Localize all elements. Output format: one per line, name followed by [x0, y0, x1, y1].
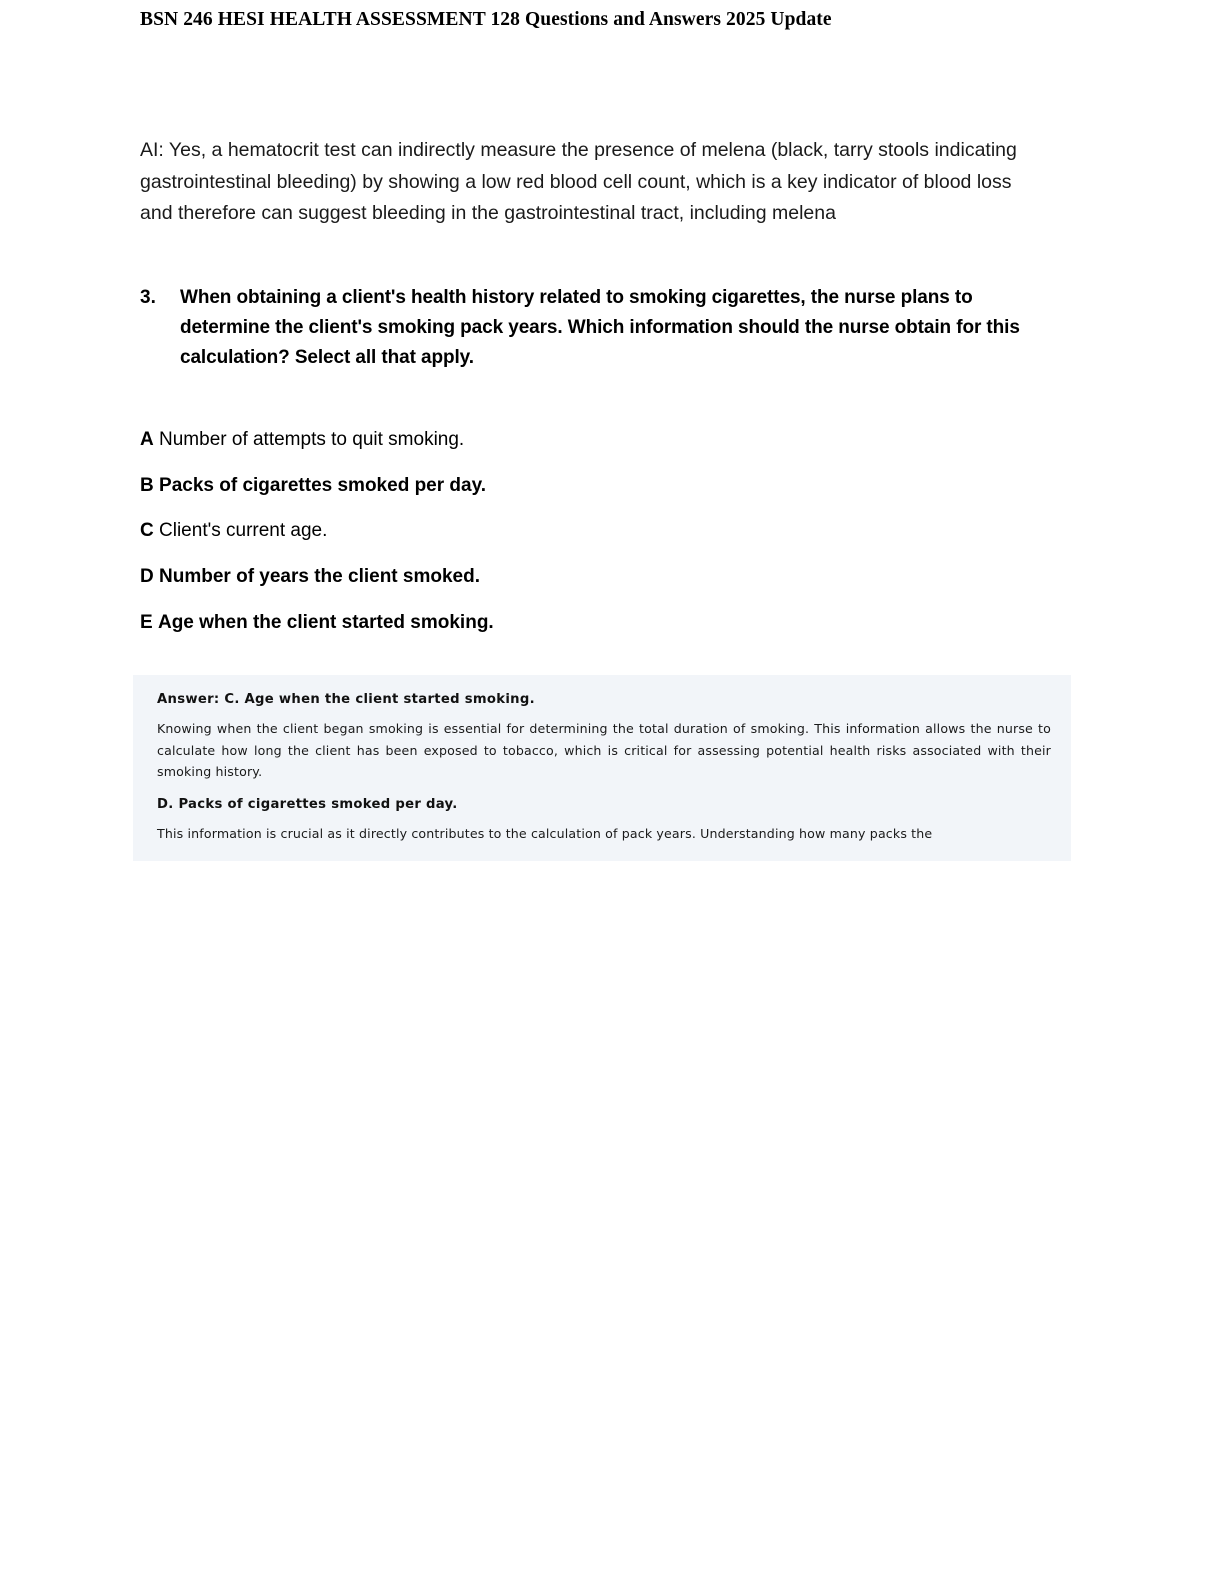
option-letter: D	[140, 566, 154, 588]
option-text: Number of attempts to quit smoking.	[159, 429, 465, 450]
list-item[interactable]	[140, 611, 1045, 636]
option-text: Packs of cigarettes smoked per day.	[159, 474, 487, 496]
answer-options-list	[140, 428, 1045, 656]
document-header-title: BSN 246 HESI HEALTH ASSESSMENT 128 Questions and Answers 2025 Update	[140, 9, 832, 30]
answer-heading: Answer: C. Age when the client started smoking.	[157, 692, 535, 707]
answer-explanation-box	[133, 675, 1071, 861]
list-item[interactable]	[140, 565, 1045, 590]
option-letter: B	[140, 474, 154, 496]
option-letter: E	[140, 611, 153, 633]
question-number: 3.	[140, 287, 156, 308]
option-text: Number of years the client smoked.	[159, 566, 481, 588]
list-item[interactable]	[140, 474, 1045, 499]
answer-paragraph-two: This information is crucial as it directly contributes to the calculation of pack years. Understanding how many packs the	[157, 825, 933, 841]
option-letter: C	[140, 520, 154, 542]
question-text: When obtaining a client's health history related to smoking cigarettes, the nurse plans to determine the client's smoking pack years. Which information should the nurse obtain for this calculation? Select all that apply.	[180, 287, 1020, 368]
option-text: Age when the client started smoking.	[157, 611, 494, 633]
answer-subheading: D. Packs of cigarettes smoked per day.	[157, 796, 458, 812]
question-block	[140, 283, 1045, 372]
option-text: Client's current age.	[159, 520, 328, 542]
list-item[interactable]	[140, 428, 1045, 453]
list-item[interactable]	[140, 519, 1045, 544]
option-letter: A	[140, 429, 154, 450]
answer-paragraph-one: Knowing when the client began smoking is essential for determining the total duration of smoking. This information allows the nurse to calculate how long the client has been exposed to tobacco, which is critical for assessing potential health risks associated with their smoking history.	[157, 721, 1051, 780]
intro-paragraph: AI: Yes, a hematocrit test can indirectly measure the presence of melena (black, tarry stools indicating gastrointestinal bleeding) by showing a low red blood cell count, which is a key indicator of blood loss and therefore can suggest bleeding in the gastrointestinal tract, including melena	[140, 139, 1017, 225]
